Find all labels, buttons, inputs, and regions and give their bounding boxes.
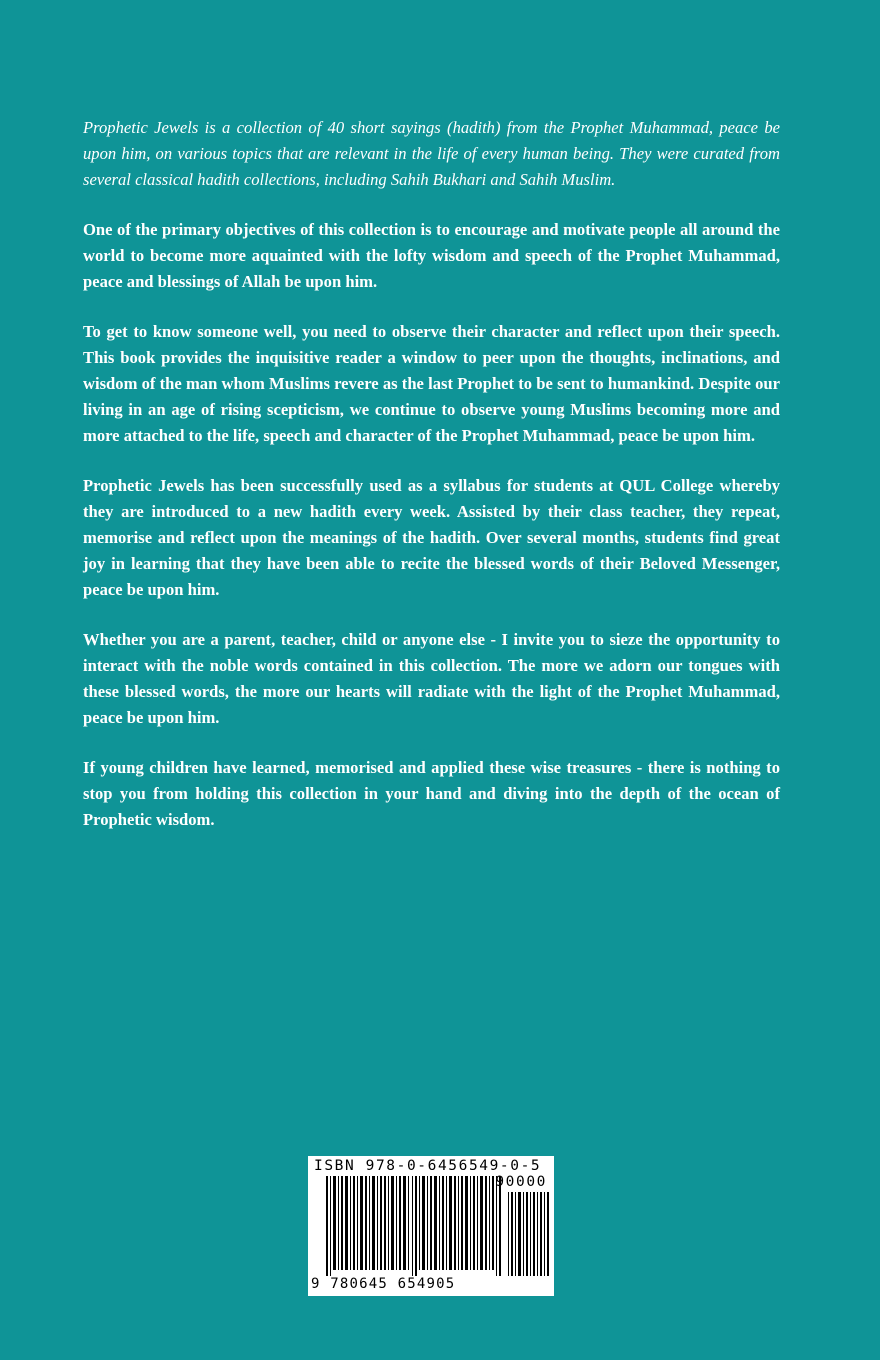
blurb-paragraph-invitation: Whether you are a parent, teacher, child or anyone else - I invite you to sieze the opportunity to interact with the noble words contained in this collection. The more we adorn our tongues with these blessed words, the more our hearts will radiate with the light of the Prophet Muhammad, peace be upon him.	[83, 630, 780, 727]
blurb-paragraph-closing: If young children have learned, memorised and applied these wise treasures - there is nothing to stop you from holding this collection in your hand and diving into the depth of the ocean of Prophetic wisdom.	[83, 758, 780, 829]
blurb-paragraph-intro: Prophetic Jewels is a collection of 40 short sayings (hadith) from the Prophet Muhammad, peace be upon him, on various topics that are relevant in the life of every human being. They were curated from several classical hadith collections, including Sahih Bukhari and Sahih Muslim.	[83, 118, 780, 189]
price-code: 90000	[495, 1174, 547, 1190]
blurb-paragraph-character: To get to know someone well, you need to observe their character and reflect upon their speech. This book provides the inquisitive reader a window to peer upon the thoughts, inclinations, and wisdom of the man whom Muslims revere as the last Prophet to be sent to humankind. Despite our living in an age of rising scepticism, we continue to observe young Muslims becoming more and more attached to the life, speech and character of the Prophet Muhammad, peace be upon him.	[83, 322, 780, 445]
blurb	[83, 115, 780, 857]
blurb-paragraph-objectives: One of the primary objectives of this collection is to encourage and motivate people all around the world to become more aquainted with the lofty wisdom and speech of the Prophet Muhammad, peace and blessings of Allah be upon him.	[83, 220, 780, 291]
blurb-paragraph-syllabus: Prophetic Jewels has been successfully used as a syllabus for students at QUL College whereby they are introduced to a new hadith every week. Assisted by their class teacher, they repeat, memorise and reflect upon the meanings of the hadith. Over several months, students find great joy in learning that they have been able to recite the blessed words of their Beloved Messenger, peace be upon him.	[83, 476, 780, 599]
isbn-barcode	[308, 1156, 554, 1296]
ean-digits: 9 780645 654905	[311, 1276, 456, 1292]
isbn-label: ISBN 978-0-6456549-0-5	[314, 1158, 542, 1174]
